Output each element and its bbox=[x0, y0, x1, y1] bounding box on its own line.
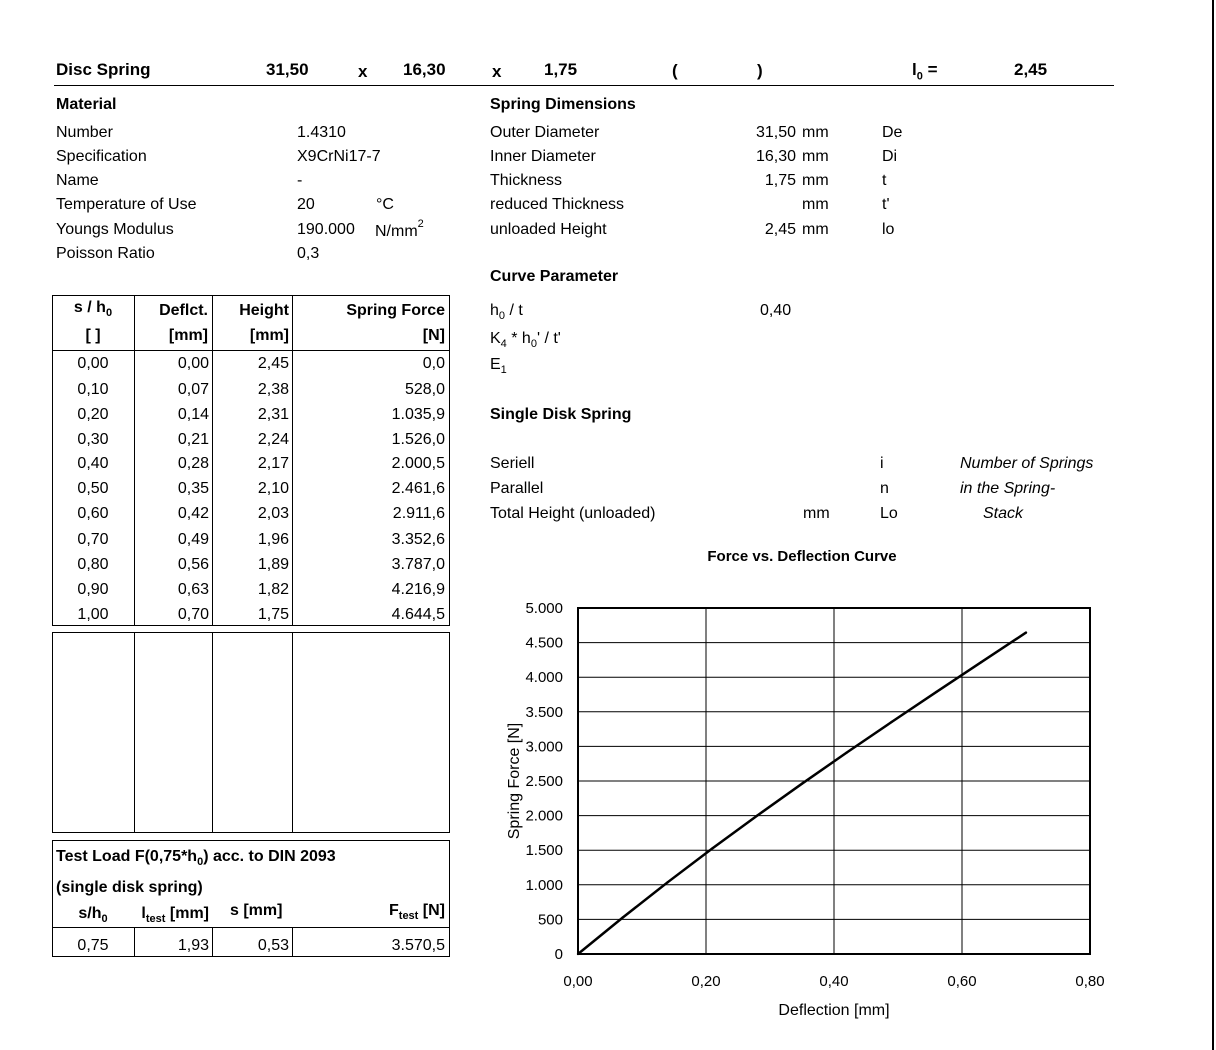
y-tick-label: 0 bbox=[554, 946, 563, 963]
paren-open: ( bbox=[672, 61, 678, 80]
dimension-value: 31,50 bbox=[755, 124, 796, 141]
dimension-label: Inner Diameter bbox=[490, 148, 596, 165]
x-tick-label: 0,40 bbox=[819, 973, 849, 990]
l0-value: 2,45 bbox=[1014, 60, 1048, 79]
y-tick-label: 4.000 bbox=[525, 669, 563, 687]
x-tick-label: 0,60 bbox=[947, 973, 977, 990]
dimensions-heading: Spring Dimensions bbox=[490, 96, 636, 113]
outer-diameter-value: 31,50 bbox=[266, 60, 309, 79]
table-header-rule bbox=[52, 350, 450, 351]
col-unit: [ ] bbox=[85, 327, 101, 344]
dimension-label: unloaded Height bbox=[490, 221, 607, 238]
y-tick-label: 1.000 bbox=[525, 876, 563, 894]
col-header-height: Height bbox=[239, 302, 289, 319]
test-load-subtitle: (single disk spring) bbox=[56, 879, 203, 896]
material-unit: $N/mm^2$ bbox=[375, 218, 424, 241]
y-tick-label: 4.500 bbox=[525, 634, 563, 652]
series-line bbox=[578, 633, 1026, 954]
dimension-symbol: t bbox=[882, 172, 887, 189]
page-edge bbox=[1212, 0, 1214, 1050]
y-tick-label: 2.000 bbox=[525, 807, 563, 825]
material-value: - bbox=[297, 172, 303, 189]
single-symbol: i bbox=[880, 455, 884, 472]
y-tick-label: 3.000 bbox=[525, 738, 563, 756]
test-value: 3.570,5 bbox=[391, 937, 445, 954]
col-header-force: Spring Force bbox=[346, 302, 445, 319]
single-label: Seriell bbox=[490, 455, 535, 472]
material-value: 20 bbox=[297, 196, 315, 213]
x-tick-label: 0,20 bbox=[691, 973, 721, 990]
dimension-value: 2,45 bbox=[764, 221, 796, 238]
h0t-value: 0,40 bbox=[760, 302, 792, 319]
single-label: Parallel bbox=[490, 480, 544, 497]
material-unit: °C bbox=[376, 196, 394, 213]
series-points bbox=[577, 631, 1027, 955]
chart-title: Force vs. Deflection Curve bbox=[707, 548, 897, 565]
chart-grid bbox=[578, 608, 1090, 954]
plot-frame bbox=[578, 608, 1090, 954]
dimension-value: 1,75 bbox=[764, 172, 796, 189]
col-unit: [N] bbox=[422, 327, 445, 344]
dimension-unit: mm bbox=[802, 148, 829, 165]
single-symbol: Lo bbox=[880, 505, 898, 522]
paren-close: ) bbox=[757, 61, 763, 80]
material-value: 190.000 bbox=[297, 221, 355, 238]
dimension-label: reduced Thickness bbox=[490, 196, 624, 213]
dimension-symbol: lo bbox=[882, 221, 895, 238]
single-symbol: n bbox=[880, 480, 889, 497]
single-unit: mm bbox=[803, 505, 830, 522]
thickness-value: 1,75 bbox=[544, 60, 578, 79]
single-note: Stack bbox=[983, 505, 1024, 522]
x-tick-label: 0,80 bbox=[1075, 973, 1105, 990]
dimension-symbol: Di bbox=[882, 148, 898, 165]
x-axis-label: Deflection [mm] bbox=[778, 1002, 890, 1019]
data-point bbox=[622, 916, 624, 918]
y-tick-label: 1.500 bbox=[525, 842, 563, 860]
col-header-s-h0: s / $h_0$ bbox=[73, 299, 113, 320]
data-point bbox=[1025, 631, 1027, 633]
header-rule bbox=[54, 85, 1114, 86]
dimension-unit: mm bbox=[802, 221, 829, 238]
x-axis-ticks bbox=[563, 973, 1104, 990]
single-note: in the Spring- bbox=[960, 480, 1056, 497]
material-label: Number bbox=[56, 124, 113, 141]
col-unit: [mm] bbox=[249, 327, 289, 344]
material-label: Temperature of Use bbox=[56, 196, 197, 213]
test-value: 1,93 bbox=[177, 937, 209, 954]
y-tick-label: 2.500 bbox=[525, 773, 563, 790]
test-col-header: $l_{test}$ [mm] bbox=[141, 905, 209, 926]
dimension-label: Outer Diameter bbox=[490, 124, 600, 141]
y-tick-label: 5.000 bbox=[525, 600, 563, 617]
test-col-header: s [mm] bbox=[230, 902, 283, 919]
y-tick-label: 3.500 bbox=[525, 703, 563, 721]
dimension-symbol: t' bbox=[882, 196, 890, 213]
data-point bbox=[577, 953, 579, 955]
material-heading: Material bbox=[56, 96, 117, 113]
single-note: Number of Springs bbox=[960, 455, 1094, 472]
single-heading: Single Disk Spring bbox=[490, 406, 632, 423]
times-sign: x bbox=[492, 62, 502, 81]
data-point bbox=[890, 721, 892, 723]
material-label: Name bbox=[56, 172, 99, 189]
dimension-unit: mm bbox=[802, 172, 829, 189]
dimension-value: 16,30 bbox=[755, 148, 796, 165]
inner-diameter-value: 16,30 bbox=[403, 60, 446, 79]
test-col-header: $s/h_0$ bbox=[78, 905, 108, 926]
e1-label: $E_1$ bbox=[490, 356, 507, 377]
data-point bbox=[756, 814, 758, 816]
y-axis-ticks bbox=[525, 600, 563, 963]
material-label: Poisson Ratio bbox=[56, 245, 155, 262]
y-tick-label: 500 bbox=[537, 911, 563, 929]
x-tick-label: 0,00 bbox=[563, 973, 593, 990]
curve-heading: Curve Parameter bbox=[490, 268, 619, 285]
material-label: Specification bbox=[56, 148, 147, 165]
data-point bbox=[980, 661, 982, 663]
data-point bbox=[935, 691, 937, 693]
times-sign: x bbox=[358, 62, 368, 81]
data-point bbox=[801, 782, 803, 784]
dimension-unit: mm bbox=[802, 196, 829, 213]
dimension-symbol: De bbox=[882, 124, 903, 141]
col-unit: [mm] bbox=[168, 327, 208, 344]
single-label: Total Height (unloaded) bbox=[490, 505, 656, 522]
data-point bbox=[846, 751, 848, 753]
dimension-unit: mm bbox=[802, 124, 829, 141]
l0-label: $l_0$ = bbox=[912, 60, 938, 83]
material-value: 1.4310 bbox=[297, 124, 346, 141]
test-load-title: Test Load $F(0,75*h_0)$ acc. to DIN 2093 bbox=[56, 848, 336, 869]
title: Disc Spring bbox=[56, 60, 151, 79]
col-header-deflection: Deflct. bbox=[159, 302, 208, 319]
data-point bbox=[711, 847, 713, 849]
data-point bbox=[666, 881, 668, 883]
material-value: 0,3 bbox=[297, 245, 320, 262]
dimension-label: Thickness bbox=[490, 172, 563, 189]
test-col-header: $F_{test}$ [N] bbox=[389, 902, 445, 923]
material-label: Youngs Modulus bbox=[56, 221, 174, 238]
test-value: 0,53 bbox=[257, 937, 289, 954]
y-axis-label: Spring Force [N] bbox=[506, 722, 523, 840]
test-value: 0,75 bbox=[77, 937, 109, 954]
material-value: X9CrNi17-7 bbox=[297, 148, 381, 165]
h0t-label: $h_0$ / t bbox=[490, 302, 523, 323]
k4-label: $K_4 * h_0'$ / t' bbox=[490, 330, 561, 351]
